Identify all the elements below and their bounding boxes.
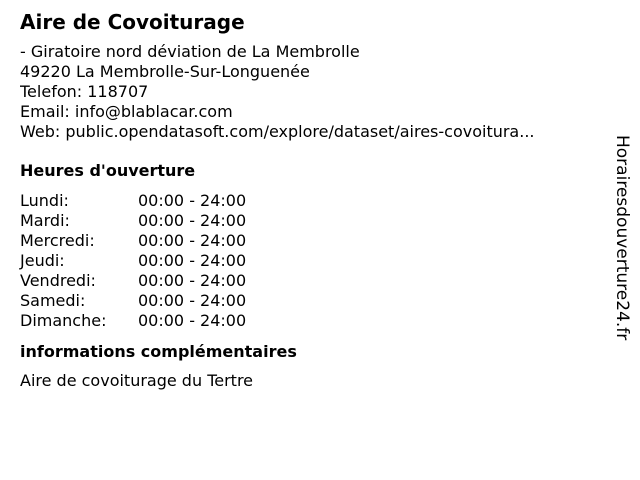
address-line-2: 49220 La Membrolle-Sur-Longuenée <box>20 62 310 81</box>
day-label: Vendredi: <box>20 271 96 290</box>
contact-block <box>20 42 600 142</box>
time-range: 00:00 - 24:00 <box>138 291 247 310</box>
additional-info-title: informations complémentaires <box>20 342 297 361</box>
day-label: Samedi: <box>20 291 86 310</box>
site-watermark: Horairesdouverture24.fr <box>612 135 632 341</box>
day-label: Dimanche: <box>20 311 107 330</box>
place-title: Aire de Covoiturage <box>20 10 245 34</box>
hours-row-monday <box>20 191 600 211</box>
time-range: 00:00 - 24:00 <box>138 191 247 210</box>
day-label: Mardi: <box>20 211 70 230</box>
time-range: 00:00 - 24:00 <box>138 311 247 330</box>
time-range: 00:00 - 24:00 <box>138 271 247 290</box>
time-range: 00:00 - 24:00 <box>138 211 247 230</box>
place-card <box>20 10 600 391</box>
day-label: Lundi: <box>20 191 69 210</box>
hours-row-saturday <box>20 291 600 311</box>
phone: Telefon: 118707 <box>20 82 149 101</box>
day-label: Mercredi: <box>20 231 95 250</box>
time-range: 00:00 - 24:00 <box>138 251 247 270</box>
day-label: Jeudi: <box>20 251 65 270</box>
opening-hours-table <box>20 191 600 331</box>
hours-row-tuesday <box>20 211 600 231</box>
hours-row-sunday <box>20 311 600 331</box>
address-line-1: - Giratoire nord déviation de La Membrolle <box>20 42 360 61</box>
opening-hours-title: Heures d'ouverture <box>20 161 196 180</box>
additional-info-text: Aire de covoiturage du Tertre <box>20 371 254 390</box>
hours-row-thursday <box>20 251 600 271</box>
website: Web: public.opendatasoft.com/explore/dataset/aires-covoitura... <box>20 122 535 141</box>
time-range: 00:00 - 24:00 <box>138 231 247 250</box>
hours-row-wednesday <box>20 231 600 251</box>
hours-row-friday <box>20 271 600 291</box>
email: Email: info@blablacar.com <box>20 102 233 121</box>
